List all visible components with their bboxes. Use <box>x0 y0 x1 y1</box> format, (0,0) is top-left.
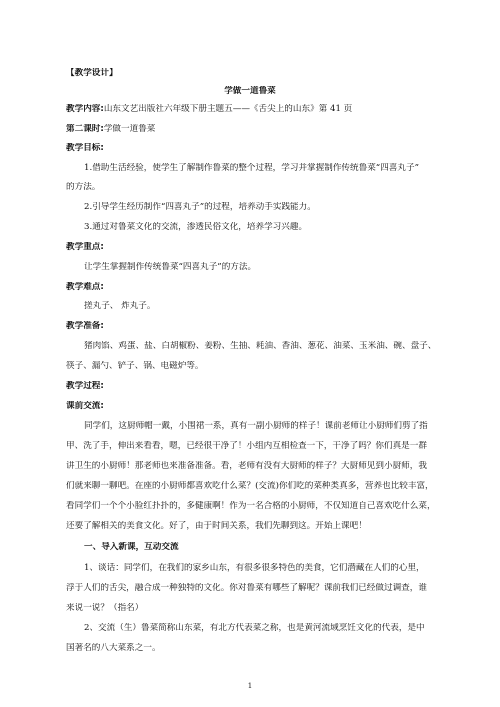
goal-line: 2.引导学生经历制作“四喜丸子”的过程，培养动手实践能力。 <box>84 202 316 212</box>
pre-talk-line: 甲、洗了手，伸出来看看，嗯，已经很干净了！小组内互相检查一下，干净了吗？你们真是一群 <box>66 441 427 451</box>
prep-line: 筷子、漏勺、铲子、锅、电磁炉等。 <box>66 361 204 371</box>
goal-line: 1.借助生活经验，使学生了解制作鲁菜的整个过程，学习并掌握制作传统鲁菜“四喜丸子” <box>84 163 419 173</box>
difficulty-heading: 教学难点: <box>66 282 104 292</box>
goals-heading: 教学目标: <box>66 143 104 153</box>
pre-talk-line: 讲卫生的小厨师！那老师也来准备准备。看，老师有没有大厨师的样子？大厨师见到小厨师，我 <box>66 461 427 471</box>
section1-line: 国著名的八大菜系之一。 <box>66 643 161 653</box>
section1-line: 浮于人们的舌尖，融合成一种独特的文化。你对鲁菜有哪些了解呢？课前我们已经做过调查，谁 <box>66 583 427 593</box>
prep-line: 猪肉馅、鸡蛋、盐、白胡椒粉、姜粉、生抽、耗油、香油、葱花、油菜、玉米油、碗、盘子、 <box>84 341 437 351</box>
content-label: 教学内容: <box>66 104 104 114</box>
period-label: 第二课时: <box>66 124 104 134</box>
prep-heading: 教学准备: <box>66 321 104 331</box>
section1-line: 来说一说？（指名） <box>66 603 144 613</box>
content-row <box>66 104 440 115</box>
pre-talk-line: 同学们，这厨师帽一戴，小围裙一系，真有一副小厨师的样子！课前老师让小厨师们剪了指 <box>84 421 428 431</box>
content-text: 山东文艺出版社六年级下册主题五——《舌尖上的山东》第 41 页 <box>103 104 353 114</box>
pre-talk-line: 还要了解相关的美食文化。好了，由于时间关系，我们先聊到这。开始上课吧！ <box>66 521 367 531</box>
lesson-title: 学做一道鲁菜 <box>224 86 276 96</box>
section1-line: 2、交流（生）鲁菜简称山东菜，有北方代表菜之称，也是黄河流域烹饪文化的代表，是中 <box>84 623 425 633</box>
difficulty-text: 搓丸子、 炸丸子。 <box>84 301 156 311</box>
design-tag: 【教学设计】 <box>66 68 118 78</box>
pre-talk-line: 们就来聊一聊吧。在座的小厨师都喜欢吃什么菜？(交流)你们吃的菜种类真多，营养也比较丰富， <box>66 481 434 491</box>
section1-line: 1、谈话：同学们，在我们的家乡山东，有很多很多特色的美食，它们潜藏在人们的心里， <box>84 563 425 573</box>
goal-line: 3.通过对鲁菜文化的交流，渗透民俗文化，培养学习兴趣。 <box>84 222 308 232</box>
page-number: 1 <box>247 682 253 690</box>
key-heading: 教学重点: <box>66 242 104 252</box>
process-heading: 教学过程: <box>66 381 104 391</box>
key-text: 让学生掌握制作传统鲁菜“四喜丸子”的方法。 <box>84 262 257 272</box>
period-row <box>66 124 440 135</box>
pre-talk-heading: 课前交流: <box>66 401 104 411</box>
pre-talk-line: 看同学们一个个小脸红扑扑的，多健康啊！作为一名合格的小厨师，不仅知道自己喜欢吃什么菜， <box>66 501 436 511</box>
period-text: 学做一道鲁菜 <box>103 124 156 134</box>
goal-line: 的方法。 <box>66 182 101 192</box>
section1-heading: 一、导入新课，互动交流 <box>84 542 179 552</box>
